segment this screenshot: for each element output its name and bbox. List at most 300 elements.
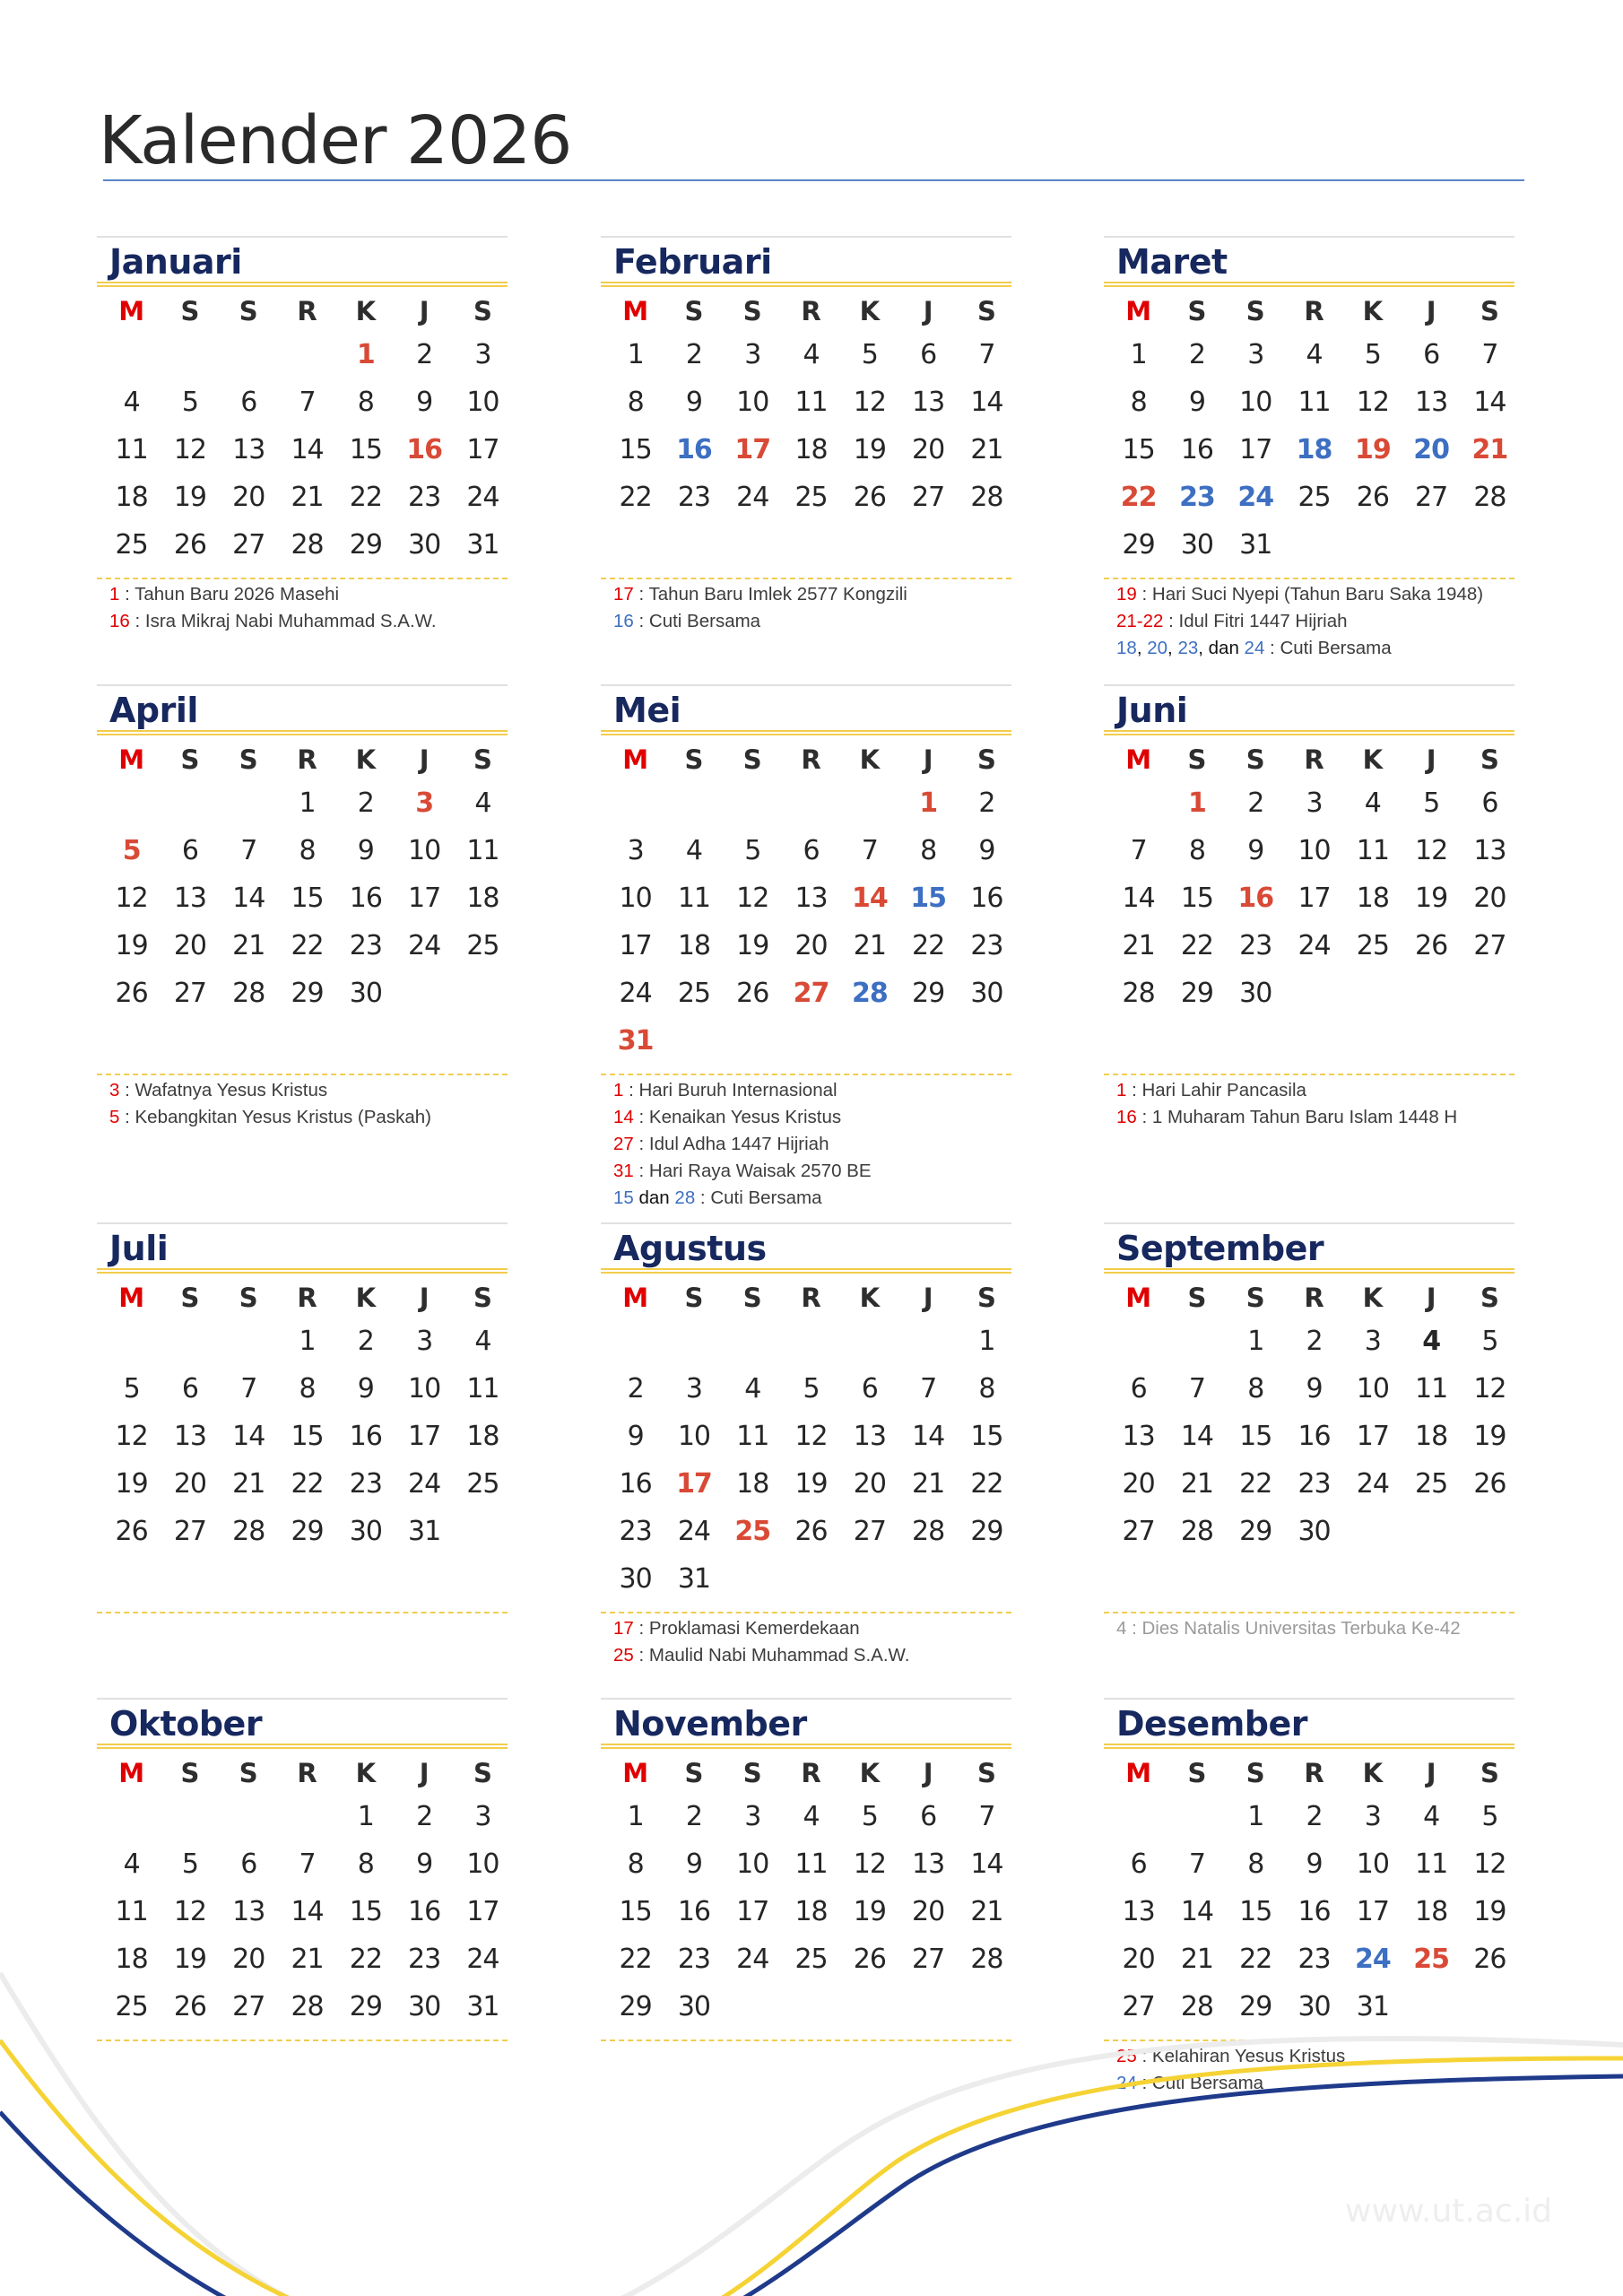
day-grid <box>1109 1278 1519 1555</box>
date-cell: 1 <box>299 1326 316 1357</box>
weekday-header: R <box>1304 1283 1324 1313</box>
date-cell: 13 <box>1473 835 1506 866</box>
date-cell: 8 <box>357 387 374 418</box>
date-cell: 4 <box>803 339 820 370</box>
date-cell: 20 <box>232 482 265 513</box>
date-cell: 29 <box>349 529 382 561</box>
date-cell: 23 <box>349 1468 382 1500</box>
decorative-wave <box>0 1928 1623 2296</box>
date-cell: 9 <box>357 1373 374 1405</box>
date-cell: 7 <box>299 1848 316 1880</box>
month-header-divider <box>97 1744 508 1749</box>
date-cell: 10 <box>408 835 441 866</box>
note-text: : Hari Lahir Pancasila <box>1126 1080 1306 1100</box>
date-cell: 23 <box>970 930 1003 961</box>
date-cell: 13 <box>912 387 945 418</box>
date-cell: 2 <box>416 339 433 370</box>
weekday-header: S <box>1480 744 1499 775</box>
weekday-header: R <box>801 1758 821 1788</box>
cuti-bersama-date: 20 <box>1413 434 1449 465</box>
holiday-note <box>613 1642 1017 1669</box>
empty-cell <box>220 331 278 378</box>
date-cell: 2 <box>1306 1326 1323 1357</box>
date-cell: 20 <box>173 1468 207 1500</box>
note-date: 1 <box>109 584 120 604</box>
date-cell: 2 <box>978 787 995 819</box>
empty-cell <box>1109 779 1167 827</box>
day-grid <box>102 740 512 1017</box>
weekday-header: M <box>118 296 145 326</box>
note-text: dan <box>633 1187 675 1208</box>
holiday-note <box>1116 1077 1520 1104</box>
date-cell: 5 <box>861 339 878 370</box>
date-cell: 29 <box>291 978 324 1009</box>
date-cell: 9 <box>1306 1373 1323 1405</box>
date-cell: 15 <box>349 434 382 465</box>
date-cell: 12 <box>1356 387 1389 418</box>
date-cell: 23 <box>1239 930 1272 961</box>
date-cell: 25 <box>1415 1468 1448 1500</box>
date-cell: 22 <box>1239 1944 1272 1975</box>
date-cell: 12 <box>115 1421 148 1452</box>
holiday-date: 25 <box>1413 1944 1449 1975</box>
date-cell: 13 <box>173 1421 207 1452</box>
weekday-header: K <box>1362 1758 1384 1788</box>
holiday-notes <box>1116 581 1520 662</box>
date-cell: 29 <box>970 1516 1003 1547</box>
date-cell: 17 <box>1356 1896 1389 1927</box>
date-cell: 8 <box>1247 1373 1264 1405</box>
note-text: : Hari Buruh Internasional <box>623 1080 838 1100</box>
weekday-header: S <box>180 1758 200 1788</box>
notes-divider <box>1104 1074 1515 1075</box>
month-name: April <box>109 691 198 730</box>
date-cell: 19 <box>736 930 769 961</box>
date-cell: 18 <box>115 1944 148 1975</box>
weekday-header: S <box>180 1283 200 1313</box>
note-text: : Idul Adha 1447 Hijriah <box>633 1134 829 1154</box>
date-cell: 8 <box>1188 835 1205 866</box>
page-title: Kalender 2026 <box>99 102 572 179</box>
date-cell: 4 <box>685 835 702 866</box>
note-text: : Isra Mikraj Nabi Muhammad S.A.W. <box>129 611 437 631</box>
empty-cell <box>1109 1318 1167 1365</box>
holiday-note <box>613 1615 1017 1642</box>
date-cell: 6 <box>1130 1373 1147 1405</box>
weekday-header: S <box>684 1283 704 1313</box>
holiday-note <box>613 608 1017 635</box>
holiday-note <box>1116 1104 1520 1131</box>
note-text: : Tahun Baru Imlek 2577 Kongzili <box>633 584 907 604</box>
empty-cell <box>278 331 336 378</box>
date-cell: 7 <box>240 835 257 866</box>
date-cell: 23 <box>677 482 711 513</box>
date-cell: 29 <box>349 1991 382 2022</box>
weekday-header: S <box>742 1283 762 1313</box>
date-cell: 1 <box>1247 1326 1264 1357</box>
date-cell: 28 <box>912 1516 945 1547</box>
holiday-notes <box>109 1077 513 1131</box>
date-cell: 12 <box>853 1848 886 1880</box>
note-date: 31 <box>613 1161 634 1181</box>
date-cell: 20 <box>912 434 945 465</box>
date-cell: 12 <box>736 883 769 914</box>
note-text: : 1 Muharam Tahun Baru Islam 1448 H <box>1136 1107 1458 1127</box>
date-cell: 8 <box>299 835 316 866</box>
month-name: November <box>613 1704 807 1744</box>
notes-divider <box>1104 578 1515 579</box>
notes-divider <box>601 1074 1011 1075</box>
weekday-header: R <box>801 744 821 775</box>
date-cell: 30 <box>619 1563 652 1595</box>
date-cell: 6 <box>1423 339 1440 370</box>
date-cell: 4 <box>474 787 491 819</box>
note-date: 25 <box>613 1645 634 1665</box>
weekday-header: S <box>1480 1283 1499 1313</box>
date-cell: 15 <box>1122 434 1155 465</box>
date-cell: 10 <box>1239 387 1272 418</box>
date-cell: 16 <box>619 1468 652 1500</box>
date-cell: 15 <box>1239 1896 1272 1927</box>
date-cell: 28 <box>1122 978 1155 1009</box>
holiday-date: 5 <box>122 835 141 866</box>
month-header-divider <box>97 1268 508 1274</box>
note-date: 23 <box>1177 638 1199 658</box>
weekday-header: M <box>1125 1283 1152 1313</box>
empty-cell <box>664 1318 723 1365</box>
date-cell: 15 <box>1180 883 1214 914</box>
date-cell: 19 <box>115 1468 148 1500</box>
date-cell: 25 <box>677 978 711 1009</box>
date-cell: 12 <box>115 883 148 914</box>
date-cell: 30 <box>408 1991 441 2022</box>
date-cell: 29 <box>1122 529 1155 561</box>
note-date: 19 <box>1116 584 1137 604</box>
date-cell: 2 <box>357 1326 374 1357</box>
date-cell: 27 <box>912 1944 945 1975</box>
date-cell: 31 <box>408 1516 441 1547</box>
empty-cell <box>1109 1793 1167 1840</box>
date-cell: 29 <box>1239 1991 1272 2022</box>
month-top-divider <box>97 1222 508 1224</box>
date-cell: 8 <box>1247 1848 1264 1880</box>
date-cell: 7 <box>1188 1848 1205 1880</box>
note-date: 18 <box>1116 638 1137 658</box>
date-cell: 22 <box>912 930 945 961</box>
holiday-note <box>613 1104 1017 1131</box>
note-date: 5 <box>109 1107 120 1127</box>
month-name: Mei <box>613 691 681 730</box>
weekday-header: J <box>419 1283 430 1313</box>
date-cell: 22 <box>619 1944 652 1975</box>
holiday-date: 17 <box>734 434 771 465</box>
date-cell: 14 <box>1180 1421 1214 1452</box>
holiday-date: 1 <box>1188 787 1206 819</box>
date-cell: 17 <box>619 930 652 961</box>
empty-cell <box>840 779 898 827</box>
date-cell: 18 <box>1415 1421 1448 1452</box>
weekday-header: R <box>801 1283 821 1313</box>
date-cell: 22 <box>291 930 324 961</box>
weekday-header: R <box>801 296 821 326</box>
date-cell: 9 <box>416 387 433 418</box>
note-text: , dan <box>1198 638 1245 658</box>
date-cell: 14 <box>291 1896 324 1927</box>
date-cell: 10 <box>408 1373 441 1405</box>
date-cell: 15 <box>619 434 652 465</box>
date-cell: 7 <box>978 1801 995 1832</box>
weekday-header: S <box>976 744 996 775</box>
date-cell: 15 <box>291 1421 324 1452</box>
date-cell: 4 <box>1423 1801 1440 1832</box>
date-cell: 12 <box>173 434 207 465</box>
date-cell: 11 <box>1356 835 1389 866</box>
date-cell: 9 <box>1188 387 1205 418</box>
date-cell: 3 <box>1364 1801 1381 1832</box>
date-cell: 6 <box>861 1373 878 1405</box>
date-cell: 9 <box>416 1848 433 1880</box>
date-cell: 19 <box>173 1944 207 1975</box>
weekday-header: K <box>355 296 377 326</box>
note-date: 16 <box>109 611 130 631</box>
date-cell: 23 <box>619 1516 652 1547</box>
date-cell: 31 <box>677 1563 711 1595</box>
date-cell: 28 <box>232 978 265 1009</box>
date-cell: 16 <box>349 883 382 914</box>
date-cell: 6 <box>920 1801 937 1832</box>
note-text: : Cuti Bersama <box>1264 638 1392 658</box>
empty-cell <box>102 331 161 378</box>
date-cell: 30 <box>1180 529 1214 561</box>
date-cell: 6 <box>1481 787 1498 819</box>
date-cell: 11 <box>794 387 828 418</box>
weekday-header: K <box>859 296 881 326</box>
weekday-header: R <box>297 1758 317 1788</box>
date-cell: 1 <box>1247 1801 1264 1832</box>
weekday-header: J <box>923 296 933 326</box>
month-top-divider <box>1104 236 1515 238</box>
date-cell: 2 <box>1188 339 1205 370</box>
weekday-header: S <box>742 744 762 775</box>
date-cell: 27 <box>1122 1991 1155 2022</box>
date-cell: 30 <box>1239 978 1272 1009</box>
cuti-bersama-date: 28 <box>851 978 888 1009</box>
weekday-header: K <box>355 744 377 775</box>
date-cell: 12 <box>853 387 886 418</box>
date-cell: 21 <box>232 1468 265 1500</box>
date-cell: 9 <box>1306 1848 1323 1880</box>
date-cell: 3 <box>1364 1326 1381 1357</box>
date-cell: 24 <box>1298 930 1331 961</box>
date-cell: 20 <box>173 930 207 961</box>
date-cell: 19 <box>1415 883 1448 914</box>
date-cell: 13 <box>853 1421 886 1452</box>
date-cell: 11 <box>466 1373 499 1405</box>
weekday-header: K <box>859 744 881 775</box>
date-cell: 18 <box>736 1468 769 1500</box>
weekday-header: S <box>1187 1283 1207 1313</box>
weekday-header: J <box>419 744 430 775</box>
holiday-date: 21 <box>1471 434 1508 465</box>
note-text: : Proklamasi Kemerdekaan <box>633 1618 860 1639</box>
date-cell: 16 <box>1298 1421 1331 1452</box>
weekday-header: S <box>239 744 258 775</box>
date-cell: 3 <box>744 1801 761 1832</box>
date-cell: 10 <box>619 883 652 914</box>
empty-cell <box>606 1318 664 1365</box>
date-cell: 7 <box>920 1373 937 1405</box>
weekday-header: S <box>473 1758 492 1788</box>
weekday-header: J <box>1426 1283 1436 1313</box>
date-cell: 2 <box>1306 1801 1323 1832</box>
date-cell: 23 <box>408 1944 441 1975</box>
holiday-notes <box>613 1615 1017 1669</box>
date-cell: 2 <box>627 1373 644 1405</box>
date-cell: 11 <box>794 1848 828 1880</box>
date-cell: 24 <box>677 1516 711 1547</box>
date-cell: 16 <box>349 1421 382 1452</box>
date-cell: 3 <box>627 835 644 866</box>
date-cell: 5 <box>123 1373 140 1405</box>
weekday-header: K <box>1362 1283 1384 1313</box>
note-date: 24 <box>1116 2073 1137 2093</box>
empty-cell <box>664 779 723 827</box>
note-text: 4 : Dies Natalis Universitas Terbuka Ke-42 <box>1116 1618 1461 1639</box>
month-header-divider <box>1104 730 1515 735</box>
holiday-note <box>613 1158 1017 1185</box>
note-text: : Kenaikan Yesus Kristus <box>633 1107 842 1127</box>
weekday-header: S <box>239 296 258 326</box>
empty-cell <box>724 779 782 827</box>
date-cell: 27 <box>232 529 265 561</box>
weekday-header: K <box>1362 296 1384 326</box>
date-cell: 18 <box>466 883 499 914</box>
cuti-bersama-date: 16 <box>676 434 712 465</box>
holiday-note <box>613 1185 1017 1212</box>
date-cell: 13 <box>1122 1421 1155 1452</box>
date-cell: 25 <box>1356 930 1389 961</box>
date-cell: 25 <box>1298 482 1331 513</box>
date-cell: 13 <box>794 883 828 914</box>
note-text: : Hari Raya Waisak 2570 BE <box>633 1161 872 1181</box>
weekday-header: M <box>118 1758 145 1788</box>
weekday-header: M <box>118 744 145 775</box>
date-cell: 8 <box>627 387 644 418</box>
holiday-date: 25 <box>734 1516 771 1547</box>
date-cell: 12 <box>1473 1848 1506 1880</box>
weekday-header: K <box>1362 744 1384 775</box>
note-date: 3 <box>109 1080 120 1100</box>
weekday-header: R <box>297 296 317 326</box>
day-grid <box>606 1278 1016 1603</box>
date-cell: 21 <box>1180 1468 1214 1500</box>
weekday-header: R <box>1304 296 1324 326</box>
date-cell: 8 <box>299 1373 316 1405</box>
date-cell: 1 <box>1130 339 1147 370</box>
date-cell: 27 <box>173 978 207 1009</box>
date-cell: 29 <box>912 978 945 1009</box>
date-cell: 3 <box>685 1373 702 1405</box>
date-cell: 24 <box>408 1468 441 1500</box>
day-grid <box>606 291 1016 521</box>
holiday-note <box>613 581 1017 608</box>
date-cell: 30 <box>1298 1991 1331 2022</box>
holiday-note <box>1116 608 1520 635</box>
date-cell: 11 <box>115 434 148 465</box>
date-cell: 9 <box>685 387 702 418</box>
date-cell: 21 <box>1180 1944 1214 1975</box>
weekday-header: J <box>1426 296 1436 326</box>
date-cell: 2 <box>685 1801 702 1832</box>
date-cell: 20 <box>794 930 828 961</box>
date-cell: 19 <box>1473 1421 1506 1452</box>
date-cell: 17 <box>1298 883 1331 914</box>
weekday-header: K <box>859 1283 881 1313</box>
holiday-notes <box>1116 1615 1520 1642</box>
date-cell: 24 <box>466 1944 499 1975</box>
date-cell: 6 <box>181 835 198 866</box>
date-cell: 22 <box>1180 930 1214 961</box>
date-cell: 19 <box>853 434 886 465</box>
weekday-header: S <box>473 296 492 326</box>
date-cell: 29 <box>291 1516 324 1547</box>
date-cell: 22 <box>291 1468 324 1500</box>
date-cell: 8 <box>1130 387 1147 418</box>
date-cell: 22 <box>619 482 652 513</box>
date-cell: 8 <box>357 1848 374 1880</box>
date-cell: 2 <box>416 1801 433 1832</box>
date-cell: 24 <box>619 978 652 1009</box>
date-cell: 9 <box>978 835 995 866</box>
weekday-header: J <box>1426 1758 1436 1788</box>
date-cell: 8 <box>627 1848 644 1880</box>
date-cell: 11 <box>1415 1373 1448 1405</box>
date-cell: 4 <box>474 1326 491 1357</box>
date-cell: 21 <box>912 1468 945 1500</box>
date-cell: 9 <box>357 835 374 866</box>
date-cell: 21 <box>232 930 265 961</box>
month-header-divider <box>1104 282 1515 287</box>
date-cell: 29 <box>1239 1516 1272 1547</box>
date-cell: 13 <box>1122 1896 1155 1927</box>
weekday-header: S <box>976 296 996 326</box>
month-name: Desember <box>1116 1704 1308 1744</box>
date-cell: 3 <box>474 1801 491 1832</box>
date-cell: 23 <box>349 930 382 961</box>
month-name: Juni <box>1116 691 1188 730</box>
date-cell: 2 <box>357 787 374 819</box>
date-cell: 5 <box>1423 787 1440 819</box>
month-top-divider <box>1104 1222 1515 1224</box>
month-top-divider <box>601 1222 1011 1224</box>
empty-cell <box>161 1793 219 1840</box>
empty-cell <box>220 1793 278 1840</box>
date-cell: 23 <box>1298 1468 1331 1500</box>
empty-cell <box>161 1318 219 1365</box>
date-cell: 27 <box>1473 930 1506 961</box>
empty-cell <box>161 779 219 827</box>
empty-cell <box>278 1793 336 1840</box>
date-cell: 19 <box>115 930 148 961</box>
date-cell: 4 <box>744 1373 761 1405</box>
note-text: : Hari Suci Nyepi (Tahun Baru Saka 1948) <box>1136 584 1484 604</box>
date-cell: 19 <box>173 482 207 513</box>
note-text: : Idul Fitri 1447 Hijriah <box>1163 611 1348 631</box>
date-cell: 27 <box>912 482 945 513</box>
date-cell: 9 <box>1247 835 1264 866</box>
empty-cell <box>102 779 161 827</box>
date-cell: 24 <box>736 482 769 513</box>
